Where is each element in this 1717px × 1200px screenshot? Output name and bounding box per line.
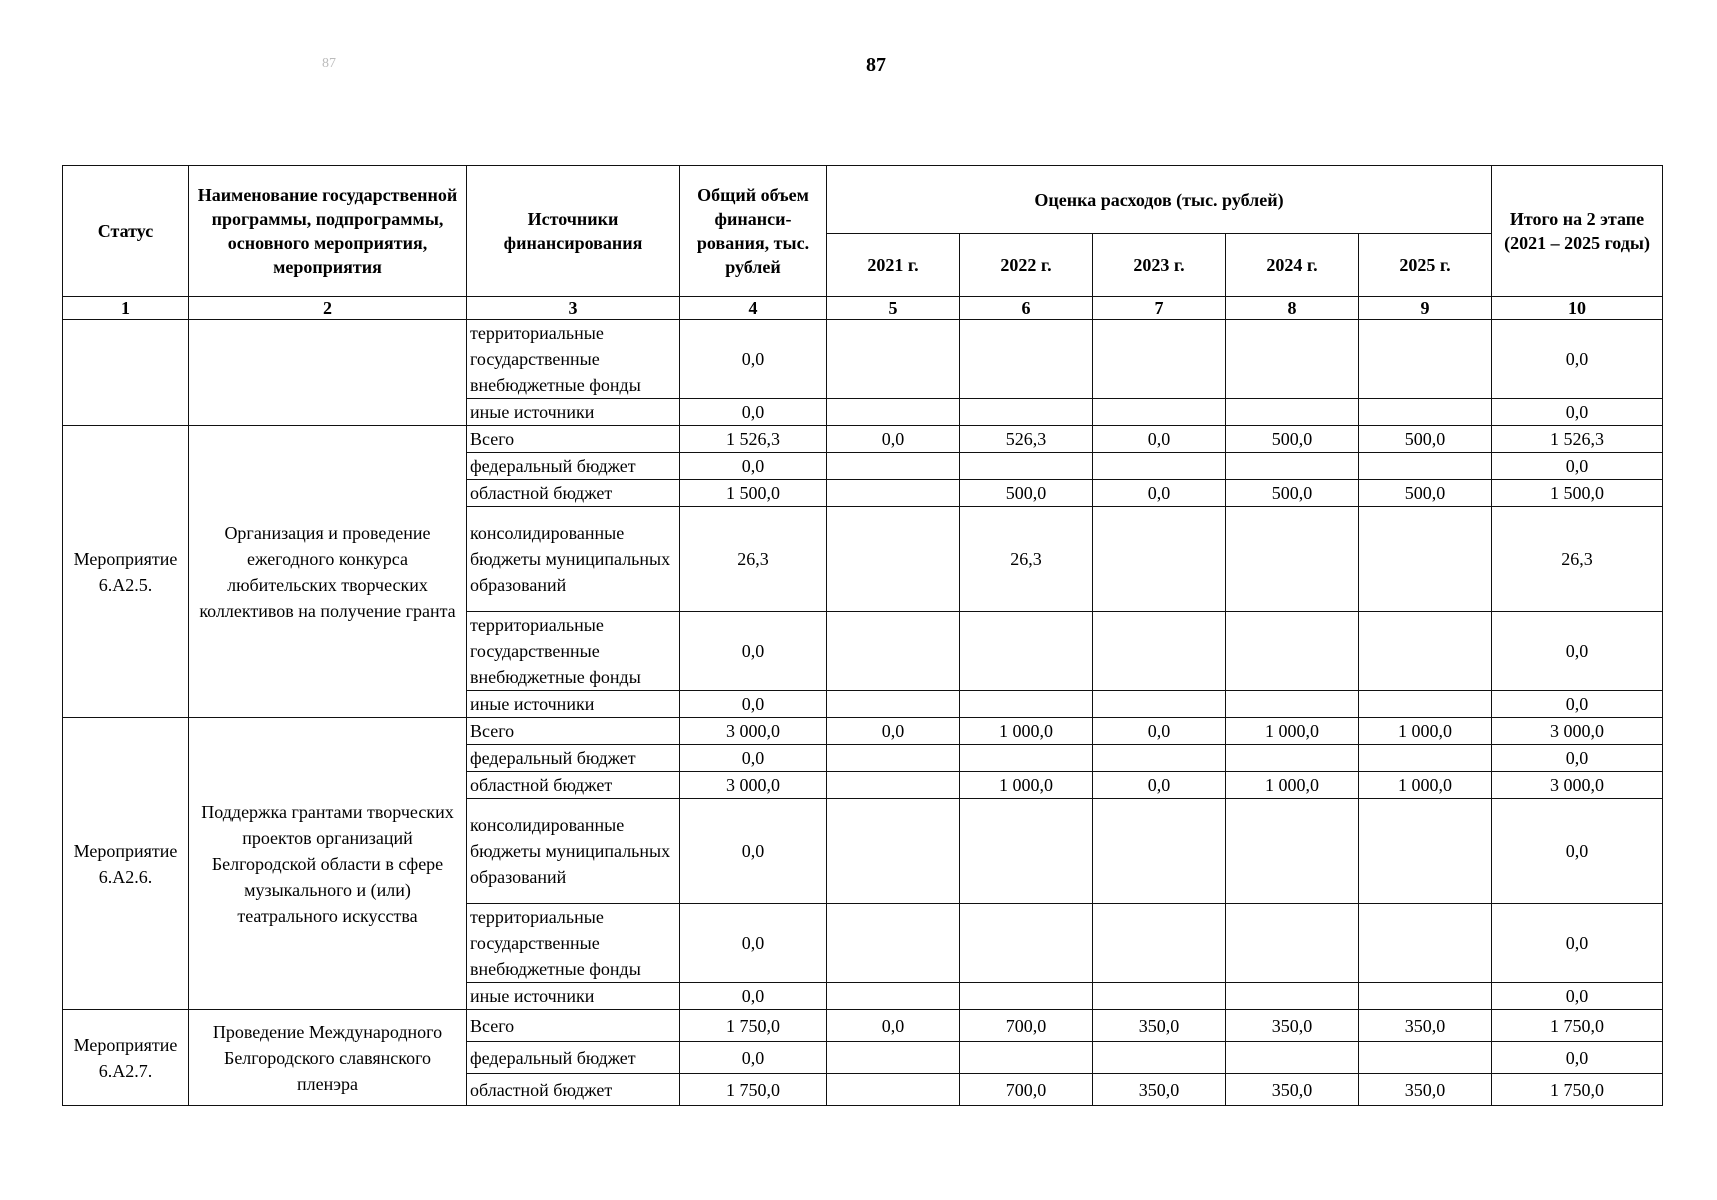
- source-cell: федеральный бюджет: [467, 745, 680, 772]
- stage-total-cell: 0,0: [1492, 799, 1663, 904]
- volume-cell: 3 000,0: [680, 772, 827, 799]
- year-2024-cell: [1226, 1042, 1359, 1074]
- year-2021-cell: 0,0: [827, 1010, 960, 1042]
- year-2022-cell: [960, 1042, 1093, 1074]
- col-number: 2: [189, 297, 467, 320]
- source-cell: консолидированные бюджеты муниципальных образований: [467, 799, 680, 904]
- year-2021-cell: [827, 399, 960, 426]
- status-cell: Мероприятие 6.А2.5.: [63, 426, 189, 718]
- header-year-2024: 2024 г.: [1226, 234, 1359, 297]
- stage-total-cell: 1 526,3: [1492, 426, 1663, 453]
- stage-total-cell: 0,0: [1492, 453, 1663, 480]
- year-2024-cell: [1226, 453, 1359, 480]
- stage-total-cell: 1 750,0: [1492, 1074, 1663, 1106]
- source-cell: Всего: [467, 718, 680, 745]
- source-cell: иные источники: [467, 691, 680, 718]
- year-2024-cell: [1226, 320, 1359, 399]
- source-cell: иные источники: [467, 399, 680, 426]
- year-2024-cell: 1 000,0: [1226, 772, 1359, 799]
- year-2021-cell: [827, 453, 960, 480]
- year-2023-cell: 350,0: [1093, 1074, 1226, 1106]
- column-number-row: [63, 297, 1663, 320]
- year-2025-cell: 500,0: [1359, 426, 1492, 453]
- source-cell: областной бюджет: [467, 480, 680, 507]
- faint-page-stamp: 87: [322, 56, 336, 71]
- year-2023-cell: [1093, 453, 1226, 480]
- year-2021-cell: 0,0: [827, 718, 960, 745]
- col-number: 9: [1359, 297, 1492, 320]
- volume-cell: 0,0: [680, 799, 827, 904]
- year-2021-cell: [827, 480, 960, 507]
- source-cell: Всего: [467, 426, 680, 453]
- year-2022-cell: [960, 983, 1093, 1010]
- stage-total-cell: 0,0: [1492, 399, 1663, 426]
- year-2022-cell: [960, 453, 1093, 480]
- year-2021-cell: [827, 320, 960, 399]
- stage-total-cell: 3 000,0: [1492, 718, 1663, 745]
- year-2022-cell: [960, 320, 1093, 399]
- col-number: 10: [1492, 297, 1663, 320]
- source-cell: территориальные государственные внебюджетные фонды: [467, 904, 680, 983]
- year-2024-cell: [1226, 799, 1359, 904]
- year-2025-cell: [1359, 1042, 1492, 1074]
- year-2024-cell: 350,0: [1226, 1010, 1359, 1042]
- table-row: [63, 718, 1663, 745]
- year-2025-cell: [1359, 691, 1492, 718]
- year-2024-cell: [1226, 399, 1359, 426]
- year-2021-cell: [827, 745, 960, 772]
- year-2022-cell: [960, 612, 1093, 691]
- year-2024-cell: [1226, 904, 1359, 983]
- volume-cell: 0,0: [680, 453, 827, 480]
- col-number: 7: [1093, 297, 1226, 320]
- name-cell: Организация и проведение ежегодного конкурса любительских творческих коллективов на получение гранта: [189, 426, 467, 718]
- year-2021-cell: [827, 612, 960, 691]
- header-status: Статус: [63, 166, 189, 297]
- year-2023-cell: [1093, 399, 1226, 426]
- table-row: [63, 426, 1663, 453]
- col-number: 3: [467, 297, 680, 320]
- year-2023-cell: [1093, 612, 1226, 691]
- stage-total-cell: 0,0: [1492, 1042, 1663, 1074]
- year-2023-cell: [1093, 691, 1226, 718]
- year-2022-cell: [960, 399, 1093, 426]
- volume-cell: 1 750,0: [680, 1074, 827, 1106]
- year-2022-cell: 700,0: [960, 1074, 1093, 1106]
- year-2022-cell: [960, 691, 1093, 718]
- volume-cell: 1 526,3: [680, 426, 827, 453]
- year-2024-cell: [1226, 507, 1359, 612]
- year-2025-cell: [1359, 507, 1492, 612]
- year-2021-cell: [827, 507, 960, 612]
- year-2023-cell: 0,0: [1093, 426, 1226, 453]
- year-2023-cell: [1093, 983, 1226, 1010]
- name-cell: Проведение Международного Белгородского славянского пленэра: [189, 1010, 467, 1106]
- col-number: 6: [960, 297, 1093, 320]
- name-cell: Поддержка грантами творческих проектов организаций Белгородской области в сфере музыкального и (или) театрального искусства: [189, 718, 467, 1010]
- volume-cell: 0,0: [680, 320, 827, 399]
- source-cell: федеральный бюджет: [467, 453, 680, 480]
- year-2024-cell: [1226, 612, 1359, 691]
- stage-total-cell: 26,3: [1492, 507, 1663, 612]
- volume-cell: 1 500,0: [680, 480, 827, 507]
- volume-cell: 0,0: [680, 1042, 827, 1074]
- year-2021-cell: [827, 1042, 960, 1074]
- year-2023-cell: [1093, 320, 1226, 399]
- stage-total-cell: 0,0: [1492, 320, 1663, 399]
- year-2023-cell: [1093, 799, 1226, 904]
- year-2023-cell: [1093, 745, 1226, 772]
- volume-cell: 26,3: [680, 507, 827, 612]
- year-2025-cell: 1 000,0: [1359, 772, 1492, 799]
- year-2025-cell: [1359, 453, 1492, 480]
- status-cell-empty: [63, 320, 189, 426]
- stage-total-cell: 0,0: [1492, 904, 1663, 983]
- year-2021-cell: [827, 904, 960, 983]
- stage-total-cell: 0,0: [1492, 745, 1663, 772]
- source-cell: консолидированные бюджеты муниципальных образований: [467, 507, 680, 612]
- volume-cell: 0,0: [680, 904, 827, 983]
- year-2022-cell: 26,3: [960, 507, 1093, 612]
- year-2025-cell: [1359, 612, 1492, 691]
- source-cell: иные источники: [467, 983, 680, 1010]
- financing-table: [62, 165, 1663, 1106]
- year-2023-cell: [1093, 507, 1226, 612]
- volume-cell: 0,0: [680, 399, 827, 426]
- year-2025-cell: [1359, 983, 1492, 1010]
- year-2025-cell: [1359, 320, 1492, 399]
- source-cell: областной бюджет: [467, 772, 680, 799]
- year-2022-cell: 1 000,0: [960, 718, 1093, 745]
- header-year-2021: 2021 г.: [827, 234, 960, 297]
- volume-cell: 1 750,0: [680, 1010, 827, 1042]
- name-cell-empty: [189, 320, 467, 426]
- year-2025-cell: [1359, 904, 1492, 983]
- source-cell: Всего: [467, 1010, 680, 1042]
- stage-total-cell: 0,0: [1492, 612, 1663, 691]
- stage-total-cell: 3 000,0: [1492, 772, 1663, 799]
- year-2023-cell: 350,0: [1093, 1010, 1226, 1042]
- stage-total-cell: 0,0: [1492, 983, 1663, 1010]
- year-2022-cell: 1 000,0: [960, 772, 1093, 799]
- source-cell: федеральный бюджет: [467, 1042, 680, 1074]
- header-name: Наименование государственной программы, подпрограммы, основного мероприятия, мероприятия: [189, 166, 467, 297]
- year-2024-cell: 350,0: [1226, 1074, 1359, 1106]
- year-2025-cell: 350,0: [1359, 1074, 1492, 1106]
- col-number: 5: [827, 297, 960, 320]
- year-2021-cell: 0,0: [827, 426, 960, 453]
- header-total-volume: Общий объем финанси- рования, тыс. рублей: [680, 166, 827, 297]
- header-year-2023: 2023 г.: [1093, 234, 1226, 297]
- page-number: 87: [866, 54, 886, 76]
- year-2024-cell: 1 000,0: [1226, 718, 1359, 745]
- year-2024-cell: 500,0: [1226, 426, 1359, 453]
- status-cell: Мероприятие 6.А2.6.: [63, 718, 189, 1010]
- year-2023-cell: 0,0: [1093, 480, 1226, 507]
- year-2023-cell: 0,0: [1093, 772, 1226, 799]
- volume-cell: 0,0: [680, 691, 827, 718]
- year-2024-cell: [1226, 983, 1359, 1010]
- year-2023-cell: [1093, 1042, 1226, 1074]
- volume-cell: 0,0: [680, 745, 827, 772]
- stage-total-cell: 0,0: [1492, 691, 1663, 718]
- stage-total-cell: 1 750,0: [1492, 1010, 1663, 1042]
- year-2022-cell: 500,0: [960, 480, 1093, 507]
- year-2022-cell: 526,3: [960, 426, 1093, 453]
- table-row: [63, 320, 1663, 399]
- col-number: 4: [680, 297, 827, 320]
- header-estimate: Оценка расходов (тыс. рублей): [827, 166, 1492, 234]
- year-2025-cell: [1359, 745, 1492, 772]
- source-cell: областной бюджет: [467, 1074, 680, 1106]
- year-2025-cell: 500,0: [1359, 480, 1492, 507]
- source-cell: территориальные государственные внебюджетные фонды: [467, 320, 680, 399]
- header-stage-total: Итого на 2 этапе (2021 – 2025 годы): [1492, 166, 1663, 297]
- header-year-2025: 2025 г.: [1359, 234, 1492, 297]
- year-2024-cell: [1226, 745, 1359, 772]
- year-2025-cell: [1359, 399, 1492, 426]
- volume-cell: 0,0: [680, 612, 827, 691]
- year-2022-cell: [960, 904, 1093, 983]
- year-2022-cell: 700,0: [960, 1010, 1093, 1042]
- year-2021-cell: [827, 983, 960, 1010]
- year-2021-cell: [827, 1074, 960, 1106]
- col-number: 1: [63, 297, 189, 320]
- col-number: 8: [1226, 297, 1359, 320]
- year-2023-cell: 0,0: [1093, 718, 1226, 745]
- table-row: [63, 1010, 1663, 1042]
- stage-total-cell: 1 500,0: [1492, 480, 1663, 507]
- year-2021-cell: [827, 691, 960, 718]
- volume-cell: 0,0: [680, 983, 827, 1010]
- year-2023-cell: [1093, 904, 1226, 983]
- year-2021-cell: [827, 772, 960, 799]
- volume-cell: 3 000,0: [680, 718, 827, 745]
- year-2022-cell: [960, 799, 1093, 904]
- year-2025-cell: 350,0: [1359, 1010, 1492, 1042]
- source-cell: территориальные государственные внебюджетные фонды: [467, 612, 680, 691]
- status-cell: Мероприятие 6.А2.7.: [63, 1010, 189, 1106]
- year-2021-cell: [827, 799, 960, 904]
- year-2025-cell: 1 000,0: [1359, 718, 1492, 745]
- year-2024-cell: [1226, 691, 1359, 718]
- year-2024-cell: 500,0: [1226, 480, 1359, 507]
- header-year-2022: 2022 г.: [960, 234, 1093, 297]
- year-2022-cell: [960, 745, 1093, 772]
- header-sources: Источники финансирования: [467, 166, 680, 297]
- year-2025-cell: [1359, 799, 1492, 904]
